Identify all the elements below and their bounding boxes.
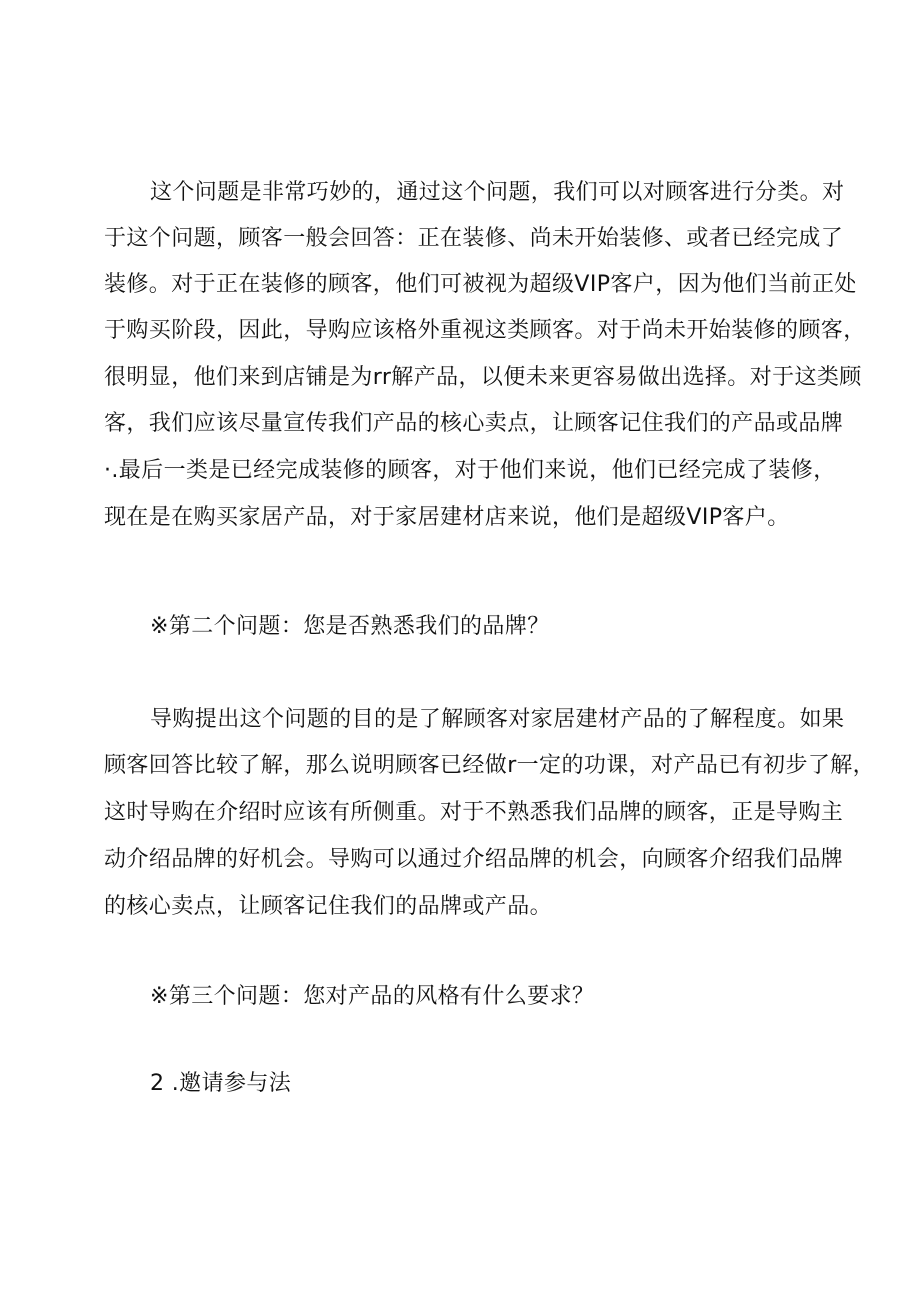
paragraph1-line-4: 于购买阶段，因此，导购应该格外重视这类顾客。对于尚未开始装修的顾客， (104, 318, 866, 343)
paragraph1-line-6: 客，我们应该尽量宣传我们产品的核心卖点，让顾客记住我们的产品或品牌 (104, 411, 844, 436)
paragraph1-line-8: 现在是在购买家居产品，对于家居建材店来说，他们是超级VIP客户。 (104, 505, 790, 530)
paragraph1-line-1: 这个问题是非常巧妙的，通过这个问题，我们可以对顾客进行分类。对 (150, 180, 845, 205)
paragraph1-line-5: 很明显，他们来到店铺是为rr解产品，以便未来更容易做出选择。对于这类顾 (104, 365, 862, 390)
paragraph2-line-2: 顾客回答比较了解，那么说明顾客已经做r一定的功课，对产品已有初步了解， (104, 753, 876, 778)
section-heading: 2 .邀请参与法 (150, 1071, 292, 1096)
paragraph2-line-4: 动介绍品牌的好机会。导购可以通过介绍品牌的机会，向顾客介绍我们品牌 (104, 847, 844, 872)
paragraph2-line-3: 这时导购在介绍时应该有所侧重。对于不熟悉我们品牌的顾客，正是导购主 (104, 800, 844, 825)
paragraph1-line-2: 于这个问题，顾客一般会回答：正在装修、尚未开始装修、或者已经完成了 (104, 226, 844, 251)
paragraph2-line-5: 的核心卖点，让顾客记住我们的品牌或产品。 (104, 894, 553, 919)
paragraph1-line-3: 装修。对于正在装修的顾客，他们可被视为超级VIP客户，因为他们当前正处 (104, 272, 857, 297)
question-3-heading: ※第三个问题：您对产品的风格有什么要求？ (150, 984, 595, 1009)
question-2-heading: ※第二个问题：您是否熟悉我们的品牌？ (150, 614, 550, 639)
paragraph1-line-7: ·.最后一类是已经完成装修的顾客，对于他们来说，他们已经完成了装修， (104, 458, 836, 483)
paragraph2-line-1: 导购提出这个问题的目的是了解顾客对家居建材产品的了解程度。如果 (150, 707, 845, 732)
